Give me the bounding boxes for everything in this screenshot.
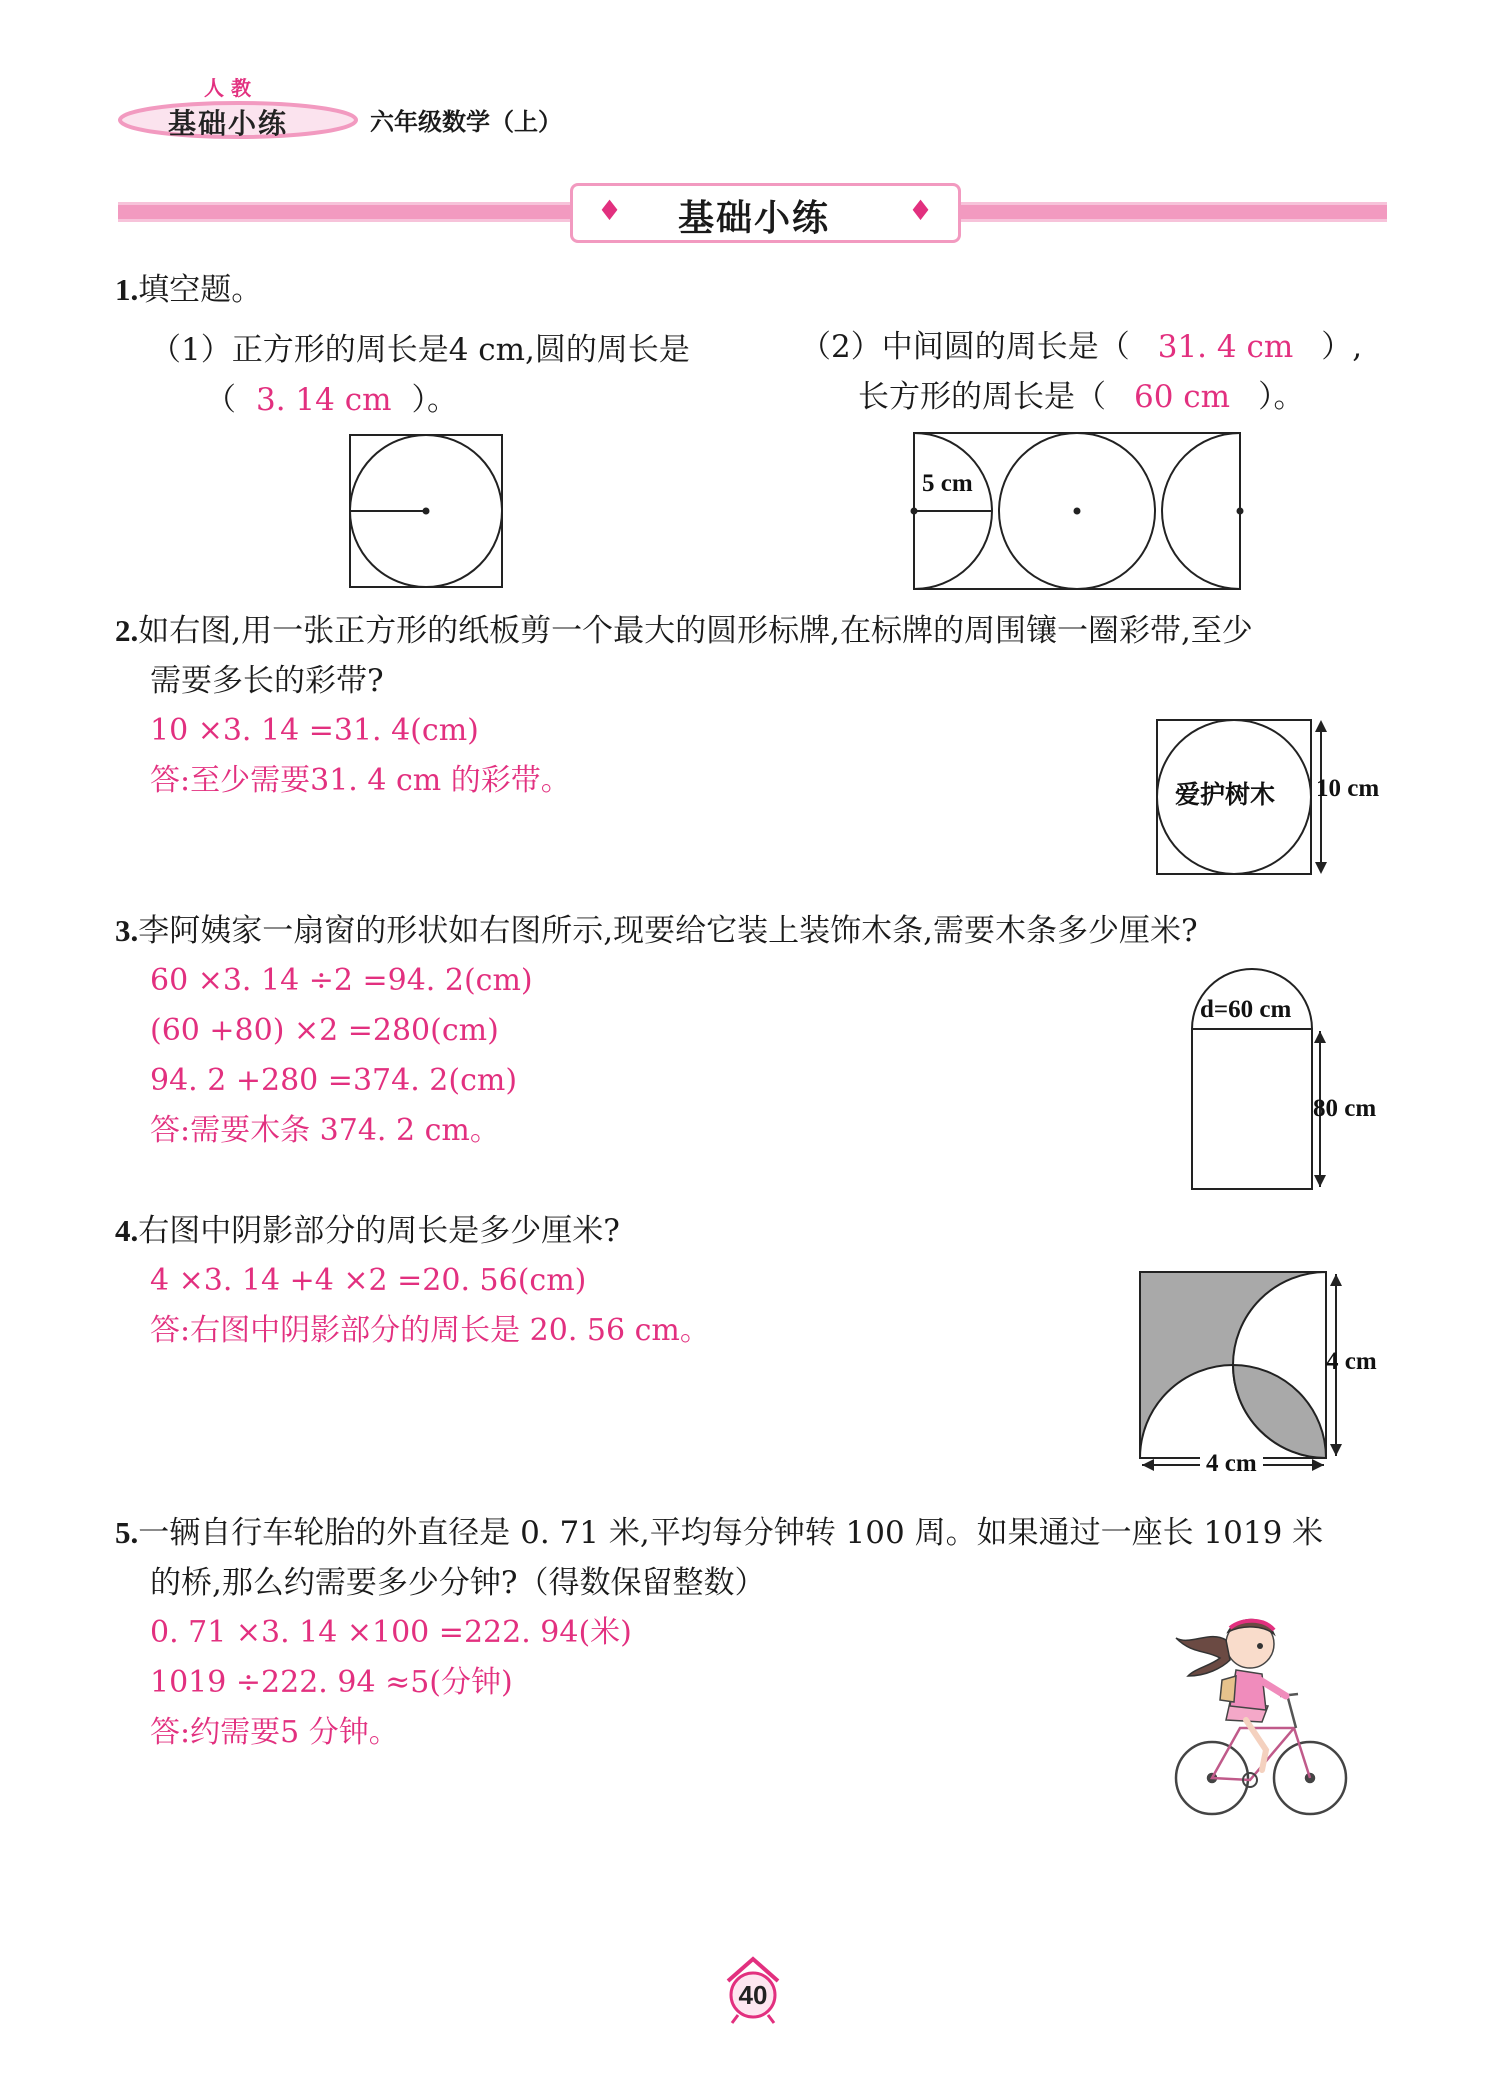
q1-heading [115, 265, 262, 315]
q3-calc1: 60 ×3. 14 ÷2 =94. 2(cm) [150, 963, 533, 998]
q5-calc2: 1019 ÷222. 94 ≈5(分钟) [150, 1665, 513, 1700]
q1-rectangle-circles-figure [912, 431, 1244, 593]
diamond-right-icon: ♦ [908, 194, 934, 227]
q3-text1: 李阿姨家一扇窗的形状如右图所示,现要给它装上装饰木条,需要木条多少厘米? [138, 913, 1198, 949]
q2-line2: 需要多长的彩带? [150, 663, 384, 699]
q1-part1-open: （ [205, 382, 236, 418]
publisher-label: 人 教 [204, 76, 251, 100]
q4-text1: 右图中阴影部分的周长是多少厘米? [138, 1213, 620, 1249]
q1-part2-line1 [800, 322, 1362, 372]
page-number: 40 [738, 1980, 768, 2010]
series-name: 基础小练 [168, 107, 289, 140]
q5-calc1: 0. 71 ×3. 14 ×100 =222. 94(米) [150, 1615, 632, 1650]
q5-number: 5. [115, 1515, 139, 1550]
q2-text1: 如右图,用一张正方形的纸板剪一个最大的圆形标牌,在标牌的周围镶一圈彩带,至少 [138, 613, 1253, 649]
girl-cycling-illustration [1170, 1610, 1360, 1820]
q4-number: 4. [115, 1213, 139, 1248]
q1-part2-prefix1: （2）中间圆的周长是（ [800, 329, 1130, 365]
q3-diameter-label: d=60 cm [1200, 996, 1292, 1023]
q4-side-label: 4 cm [1326, 1348, 1377, 1375]
q4-answer: 答:右图中阴影部分的周长是 20. 56 cm。 [150, 1313, 710, 1348]
q3-calc3: 94. 2 +280 =374. 2(cm) [150, 1063, 518, 1098]
q4-bottom-label: 4 cm [1200, 1450, 1263, 1478]
q1-part2-suffix2: ）。 [1258, 379, 1305, 415]
subject-label: 六年级数学（上） [370, 108, 562, 136]
q4-line1 [115, 1206, 620, 1256]
q5-line2: 的桥,那么约需要多少分钟?（得数保留整数） [150, 1565, 766, 1601]
title-band-right [955, 202, 1387, 222]
q3-height-label: 80 cm [1313, 1095, 1377, 1122]
q1-text: 填空题。 [138, 272, 263, 308]
q2-line1 [115, 606, 1253, 656]
diamond-left-icon: ♦ [597, 194, 623, 227]
q3-line1 [115, 906, 1198, 956]
q2-answer: 答:至少需要31. 4 cm 的彩带。 [150, 763, 571, 798]
q1-part1-close: ）。 [411, 382, 458, 418]
q1-fig2-label: 5 cm [922, 470, 973, 497]
q5-answer: 答:约需要5 分钟。 [150, 1715, 399, 1750]
q1-part2-answer1: 31. 4 cm [1157, 329, 1294, 365]
q4-shaded-figure [1136, 1268, 1351, 1478]
q3-calc2: (60 +80) ×2 =280(cm) [150, 1013, 499, 1048]
q1-part1-answer: 3. 14 cm [256, 382, 392, 418]
q1-part2-suffix1: ）, [1321, 329, 1363, 365]
q1-part1-blank [205, 375, 458, 425]
series-logo [118, 70, 358, 150]
q1-part2-prefix2: 长方形的周长是（ [858, 379, 1106, 415]
q5-text1: 一辆自行车轮胎的外直径是 0. 71 米,平均每分钟转 100 周。如果通过一座长 1019 米 [138, 1515, 1324, 1551]
q1-part1-text: （1）正方形的周长是4 cm,圆的周长是 [150, 332, 690, 368]
q4-calc1: 4 ×3. 14 +4 ×2 =20. 56(cm) [150, 1263, 587, 1298]
section-title-box [570, 183, 961, 243]
title-band-left [118, 202, 573, 222]
q2-side-label: 10 cm [1316, 775, 1380, 802]
q2-number: 2. [115, 613, 139, 648]
q1-number: 1. [115, 272, 139, 307]
q1-square-circle-figure [348, 433, 506, 591]
q2-calc1: 10 ×3. 14 =31. 4(cm) [150, 713, 479, 748]
q1-part2-answer2: 60 cm [1134, 379, 1231, 415]
section-title: 基础小练 [678, 198, 831, 239]
q5-line1 [115, 1508, 1323, 1558]
q2-sign-text: 爱护树木 [1175, 780, 1276, 809]
q1-part2-line2 [858, 372, 1305, 422]
q3-answer: 答:需要木条 374. 2 cm。 [150, 1113, 500, 1148]
q3-number: 3. [115, 913, 139, 948]
